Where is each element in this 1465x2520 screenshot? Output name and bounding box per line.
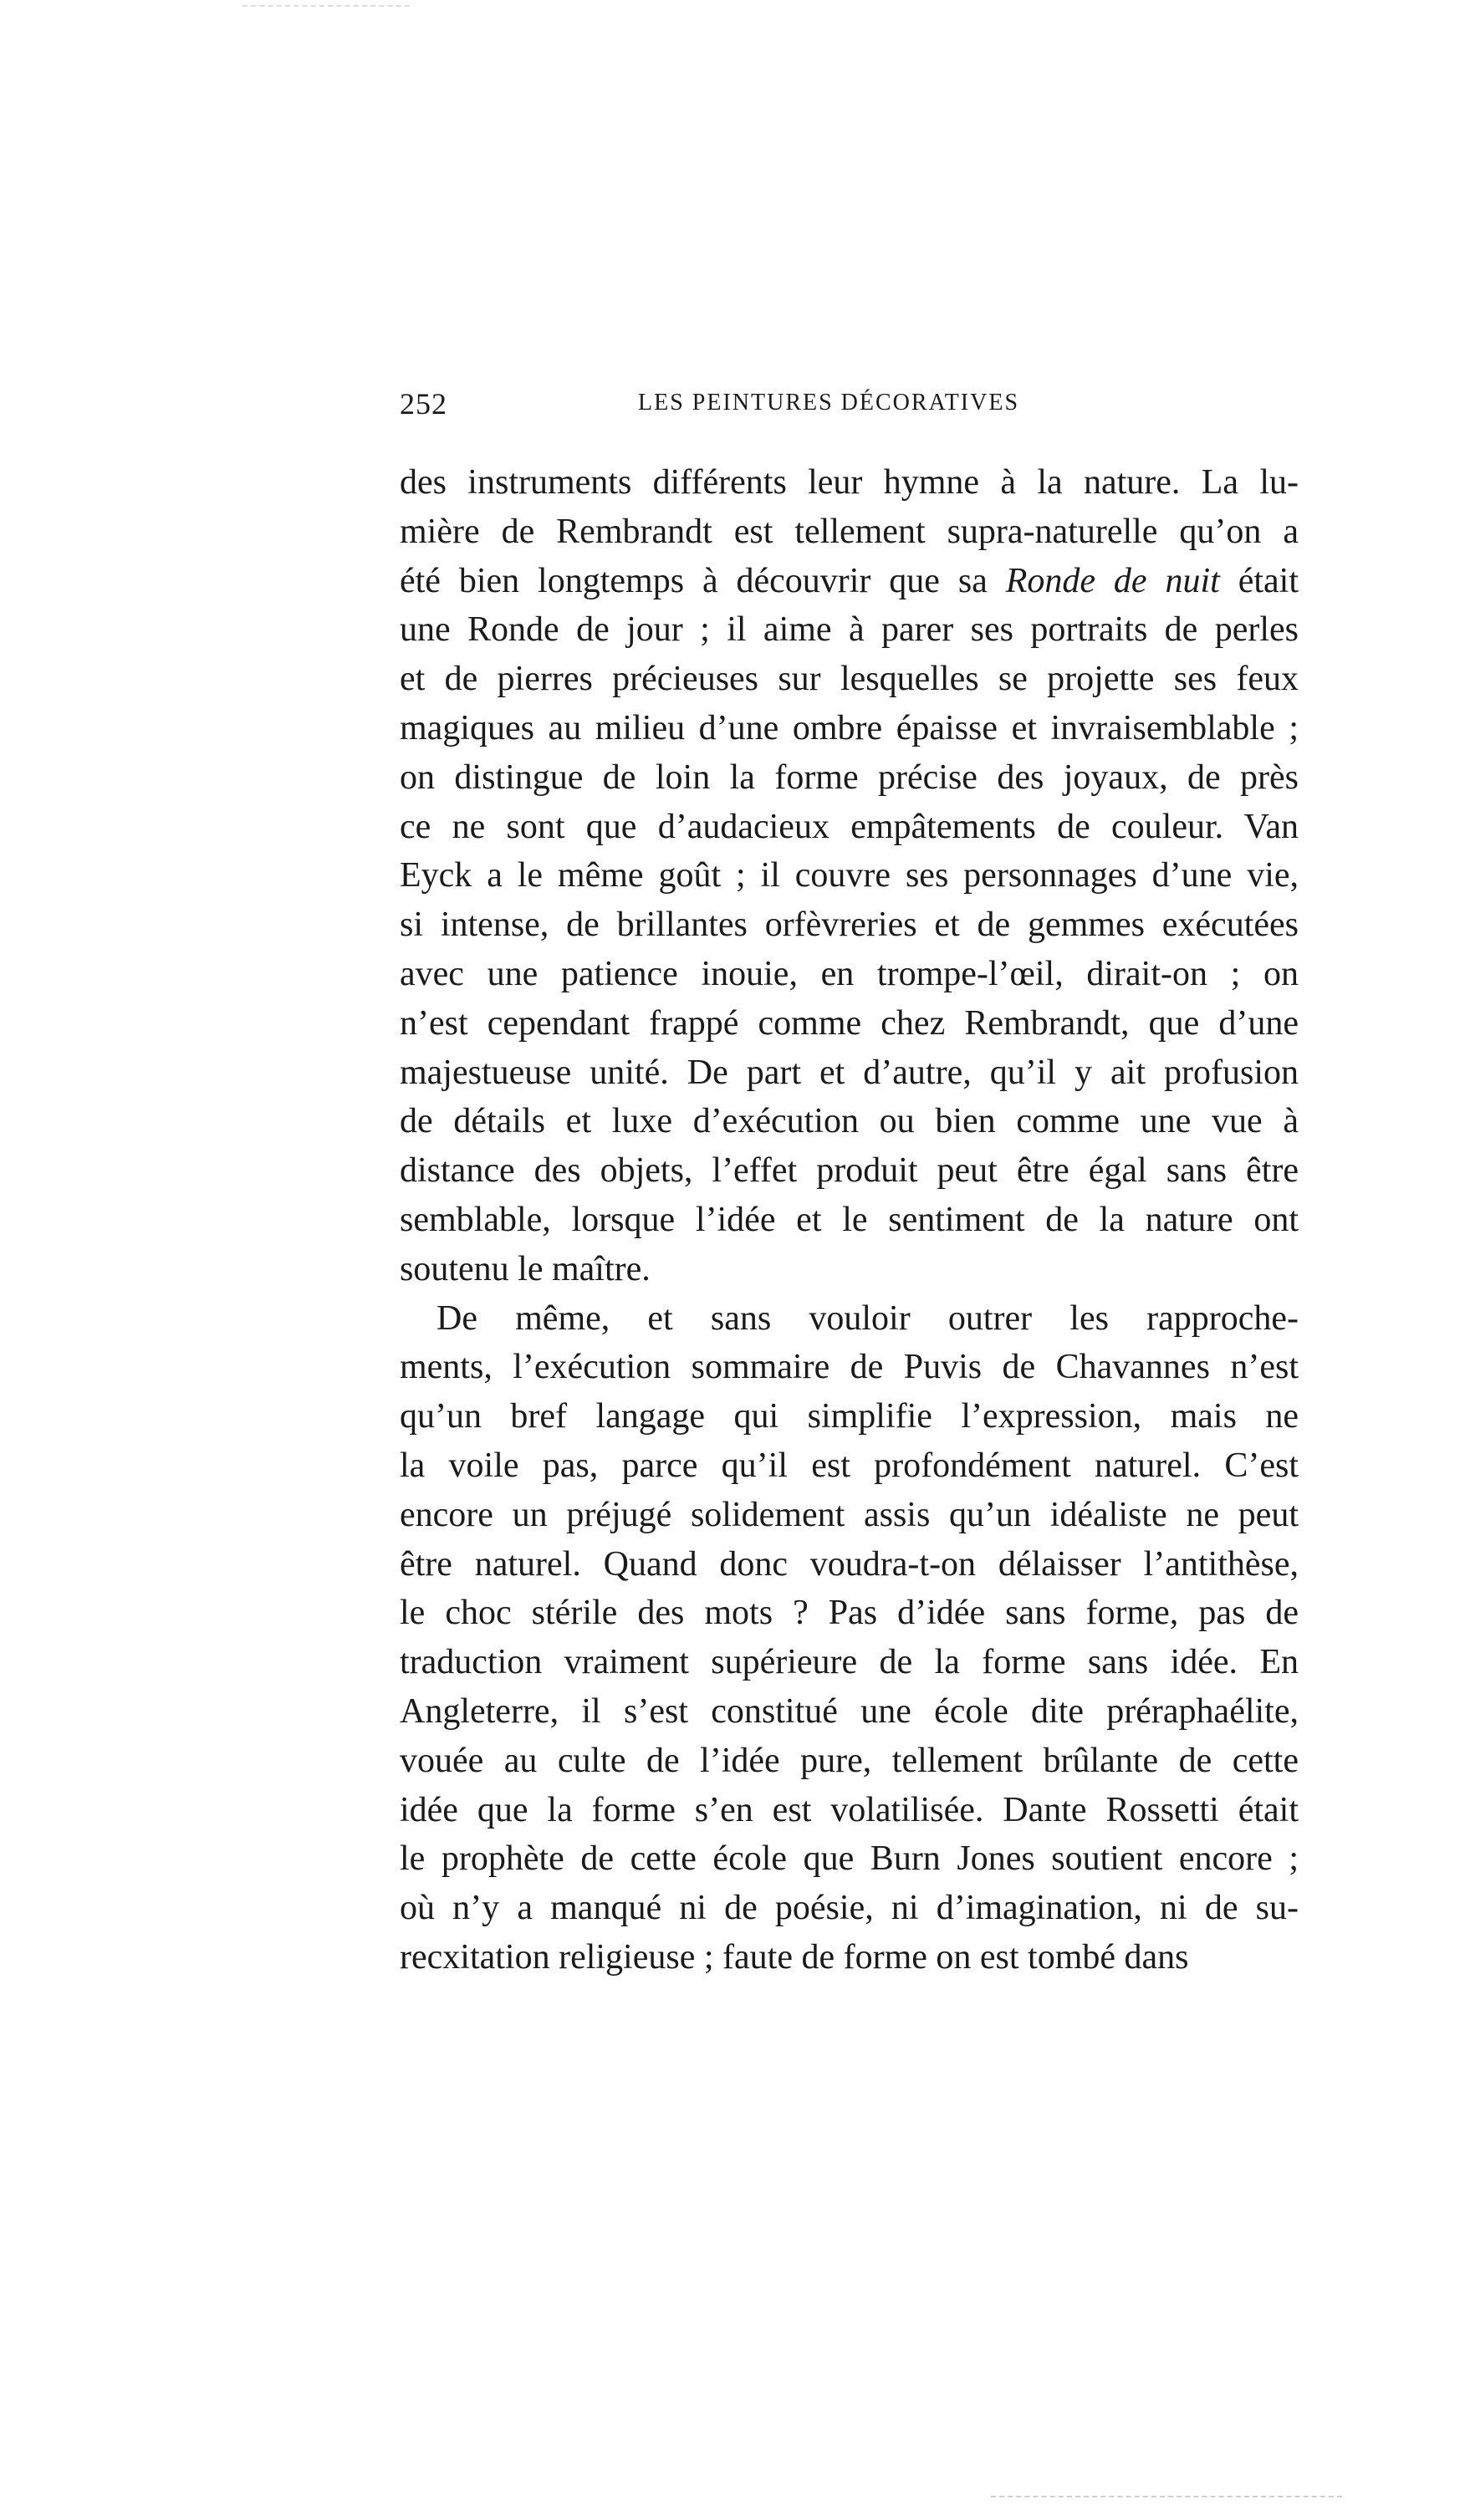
text-line: n’est cependant frappé comme chez Rembrandt, que d’une <box>400 1003 1299 1043</box>
text-line <box>400 557 1299 606</box>
italic-title: Ronde de nuit <box>1005 561 1220 600</box>
paragraph <box>400 458 1299 1294</box>
text-line: majestueuse unité. De part et d’autre, qu’il y ait profusion <box>400 1053 1299 1092</box>
body-text <box>400 458 1299 1982</box>
text-line: on distingue de loin la forme précise des joyaux, de près <box>400 758 1299 797</box>
text-line: De même, et sans vouloir outrer les rapproche- <box>436 1298 1299 1338</box>
text-line: si intense, de brillantes orfèvreries et de gemmes exécutées <box>400 905 1299 945</box>
text-line: des instruments différents leur hymne à la nature. La lu- <box>400 463 1299 502</box>
text-line: Eyck a le même goût ; il couvre ses personnages d’une vie, <box>400 856 1299 895</box>
text-line: magiques au milieu d’une ombre épaisse et invraisemblable ; <box>400 708 1299 747</box>
text-line: mière de Rembrandt est tellement supra-naturelle qu’on a <box>400 512 1299 551</box>
page-header <box>400 386 1320 428</box>
text-line: ments, l’exécution sommaire de Puvis de Chavannes n’est <box>400 1348 1299 1387</box>
scan-edge-marks-top <box>242 5 410 8</box>
running-title: LES PEINTURES DÉCORATIVES <box>638 390 1020 416</box>
text-line: qu’un bref langage qui simplifie l’expression, mais ne <box>400 1397 1299 1436</box>
text-line: le prophète de cette école que Burn Jones soutient encore ; <box>400 1839 1299 1879</box>
text-line: idée que la forme s’en est volatilisée. Dante Rossetti était <box>400 1790 1299 1829</box>
scan-edge-marks-bottom <box>991 2496 1342 2501</box>
paragraph <box>400 1294 1299 1982</box>
text-line: vouée au culte de l’idée pure, tellement brûlante de cette <box>400 1741 1299 1780</box>
text-line: une Ronde de jour ; il aime à parer ses portraits de perles <box>400 610 1299 650</box>
text-line: et de pierres précieuses sur lesquelles se projette ses feux <box>400 660 1299 699</box>
text-line: la voile pas, parce qu’il est profondément naturel. C’est <box>400 1446 1299 1485</box>
text-line: où n’y a manqué ni de poésie, ni d’imagination, ni de su- <box>400 1889 1299 1928</box>
text-line: Angleterre, il s’est constitué une école dite préraphaélite, <box>400 1691 1299 1731</box>
text-line: être naturel. Quand donc voudra-t-on délaisser l’antithèse, <box>400 1544 1299 1584</box>
text-line: le choc stérile des mots ? Pas d’idée sans forme, pas de <box>400 1594 1299 1633</box>
text-line: soutenu le maître. <box>400 1249 651 1288</box>
text-line: ce ne sont que d’audacieux empâtements de couleur. Van <box>400 807 1299 846</box>
page-number: 252 <box>400 387 447 421</box>
text-line: distance des objets, l’effet produit peut être égal sans être <box>400 1151 1299 1191</box>
text-line: encore un préjugé solidement assis qu’un idéaliste ne peut <box>400 1495 1299 1534</box>
text-line: recxitation religieuse ; faute de forme on est tombé dans <box>400 1937 1189 1977</box>
text-line: de détails et luxe d’exécution ou bien comme une vue à <box>400 1102 1299 1141</box>
text-segment: était <box>1219 561 1299 600</box>
text-line: traduction vraiment supérieure de la forme sans idée. En <box>400 1643 1299 1682</box>
text-segment: été bien longtemps à découvrir que sa <box>400 561 1006 600</box>
text-line: semblable, lorsque l’idée et le sentiment de la nature ont <box>400 1200 1299 1239</box>
text-line: avec une patience inouie, en trompe-l’œil, dirait-on ; on <box>400 954 1299 993</box>
